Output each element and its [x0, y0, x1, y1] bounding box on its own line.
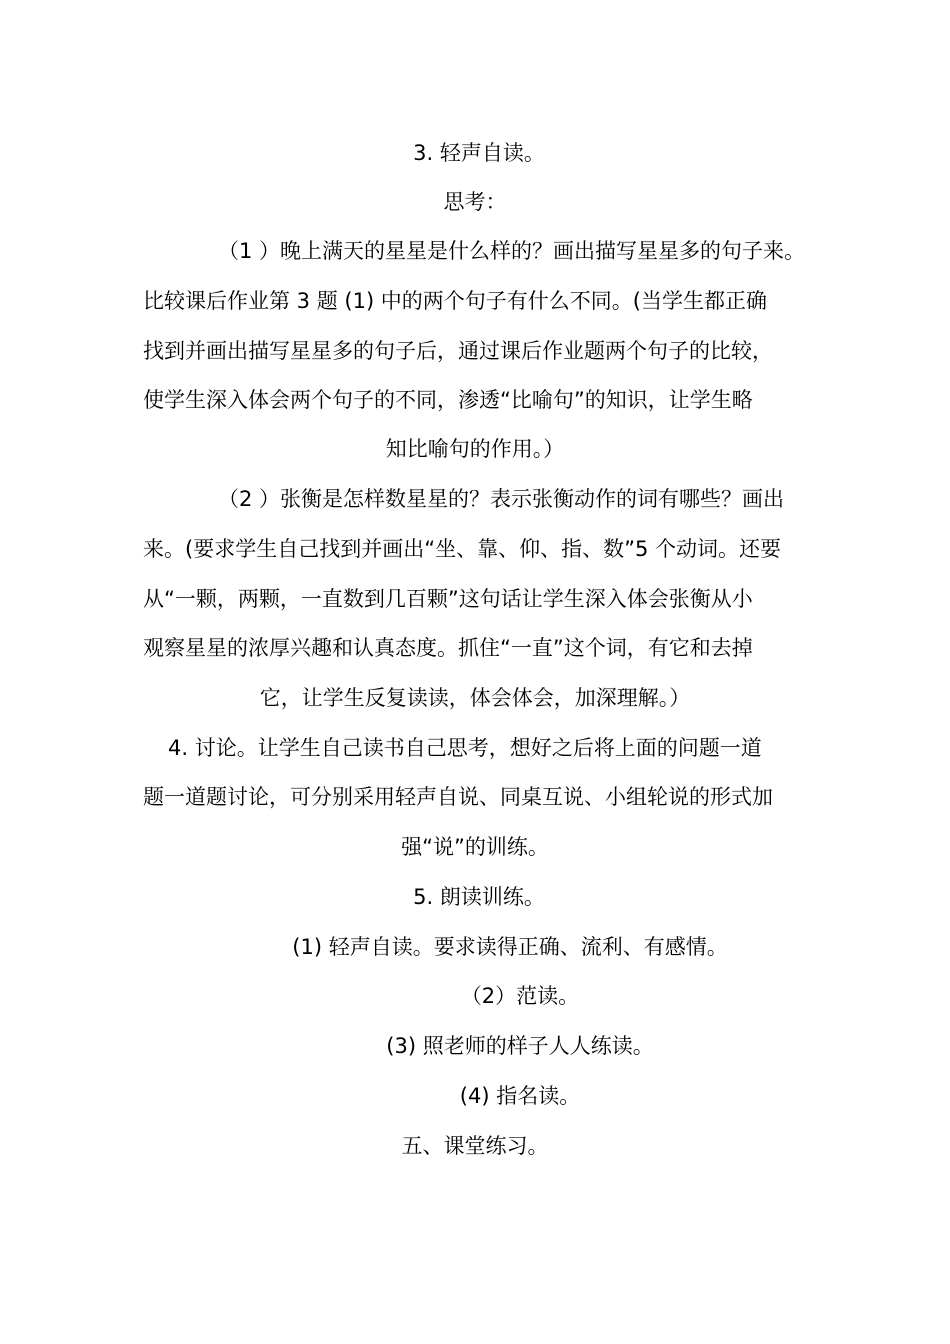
- step-3-heading: 3. 轻声自读。: [413, 141, 545, 165]
- section-5-heading: 五、课堂练习。: [401, 1134, 549, 1158]
- step-5-item-1: (1) 轻声自读。要求读得正确、流利、有感情。: [292, 935, 728, 959]
- step-4-line-1: 4. 讨论。让学生自己读书自己思考，想好之后将上面的问题一道: [168, 736, 762, 760]
- question-2-line-5: 它，让学生反复读读，体会体会，加深理解。）: [259, 686, 691, 710]
- question-2-line-1: （2 ）张衡是怎样数星星的？表示张衡动作的词有哪些？画出: [218, 487, 785, 511]
- question-2-line-2: 来。(要求学生自己找到并画出“坐、靠、仰、指、数”5 个动词。还要: [143, 537, 781, 561]
- step-5-item-3: (3) 照老师的样子人人练读。: [386, 1034, 654, 1058]
- step-5-item-2: （2）范读。: [460, 984, 580, 1008]
- step-5-item-4: (4) 指名读。: [459, 1084, 581, 1108]
- think-label: 思考：: [443, 190, 507, 214]
- question-1-line-2: 比较课后作业第 3 题 (1) 中的两个句子有什么不同。(当学生都正确: [143, 289, 767, 313]
- step-4-line-2: 题一道题讨论，可分别采用轻声自说、同桌互说、小组轮说的形式加: [143, 785, 773, 809]
- question-2-line-3: 从“一颗，两颗，一直数到几百颗”这句话让学生深入体会张衡从小: [143, 587, 753, 611]
- step-4-line-3: 强“说”的训练。: [401, 835, 549, 859]
- question-1-line-1: （1 ）晚上满天的星星是什么样的？画出描写星星多的句子来。: [218, 239, 806, 263]
- question-1-line-3: 找到并画出描写星星多的句子后，通过课后作业题两个句子的比较，: [143, 339, 773, 363]
- step-5-heading: 5. 朗读训练。: [413, 885, 545, 909]
- question-2-line-4: 观察星星的浓厚兴趣和认真态度。抓住“一直”这个词，有它和去掉: [143, 636, 753, 660]
- question-1-line-5: 知比喻句的作用。）: [385, 437, 565, 461]
- question-1-line-4: 使学生深入体会两个句子的不同，渗透“比喻句”的知识，让学生略: [143, 388, 753, 412]
